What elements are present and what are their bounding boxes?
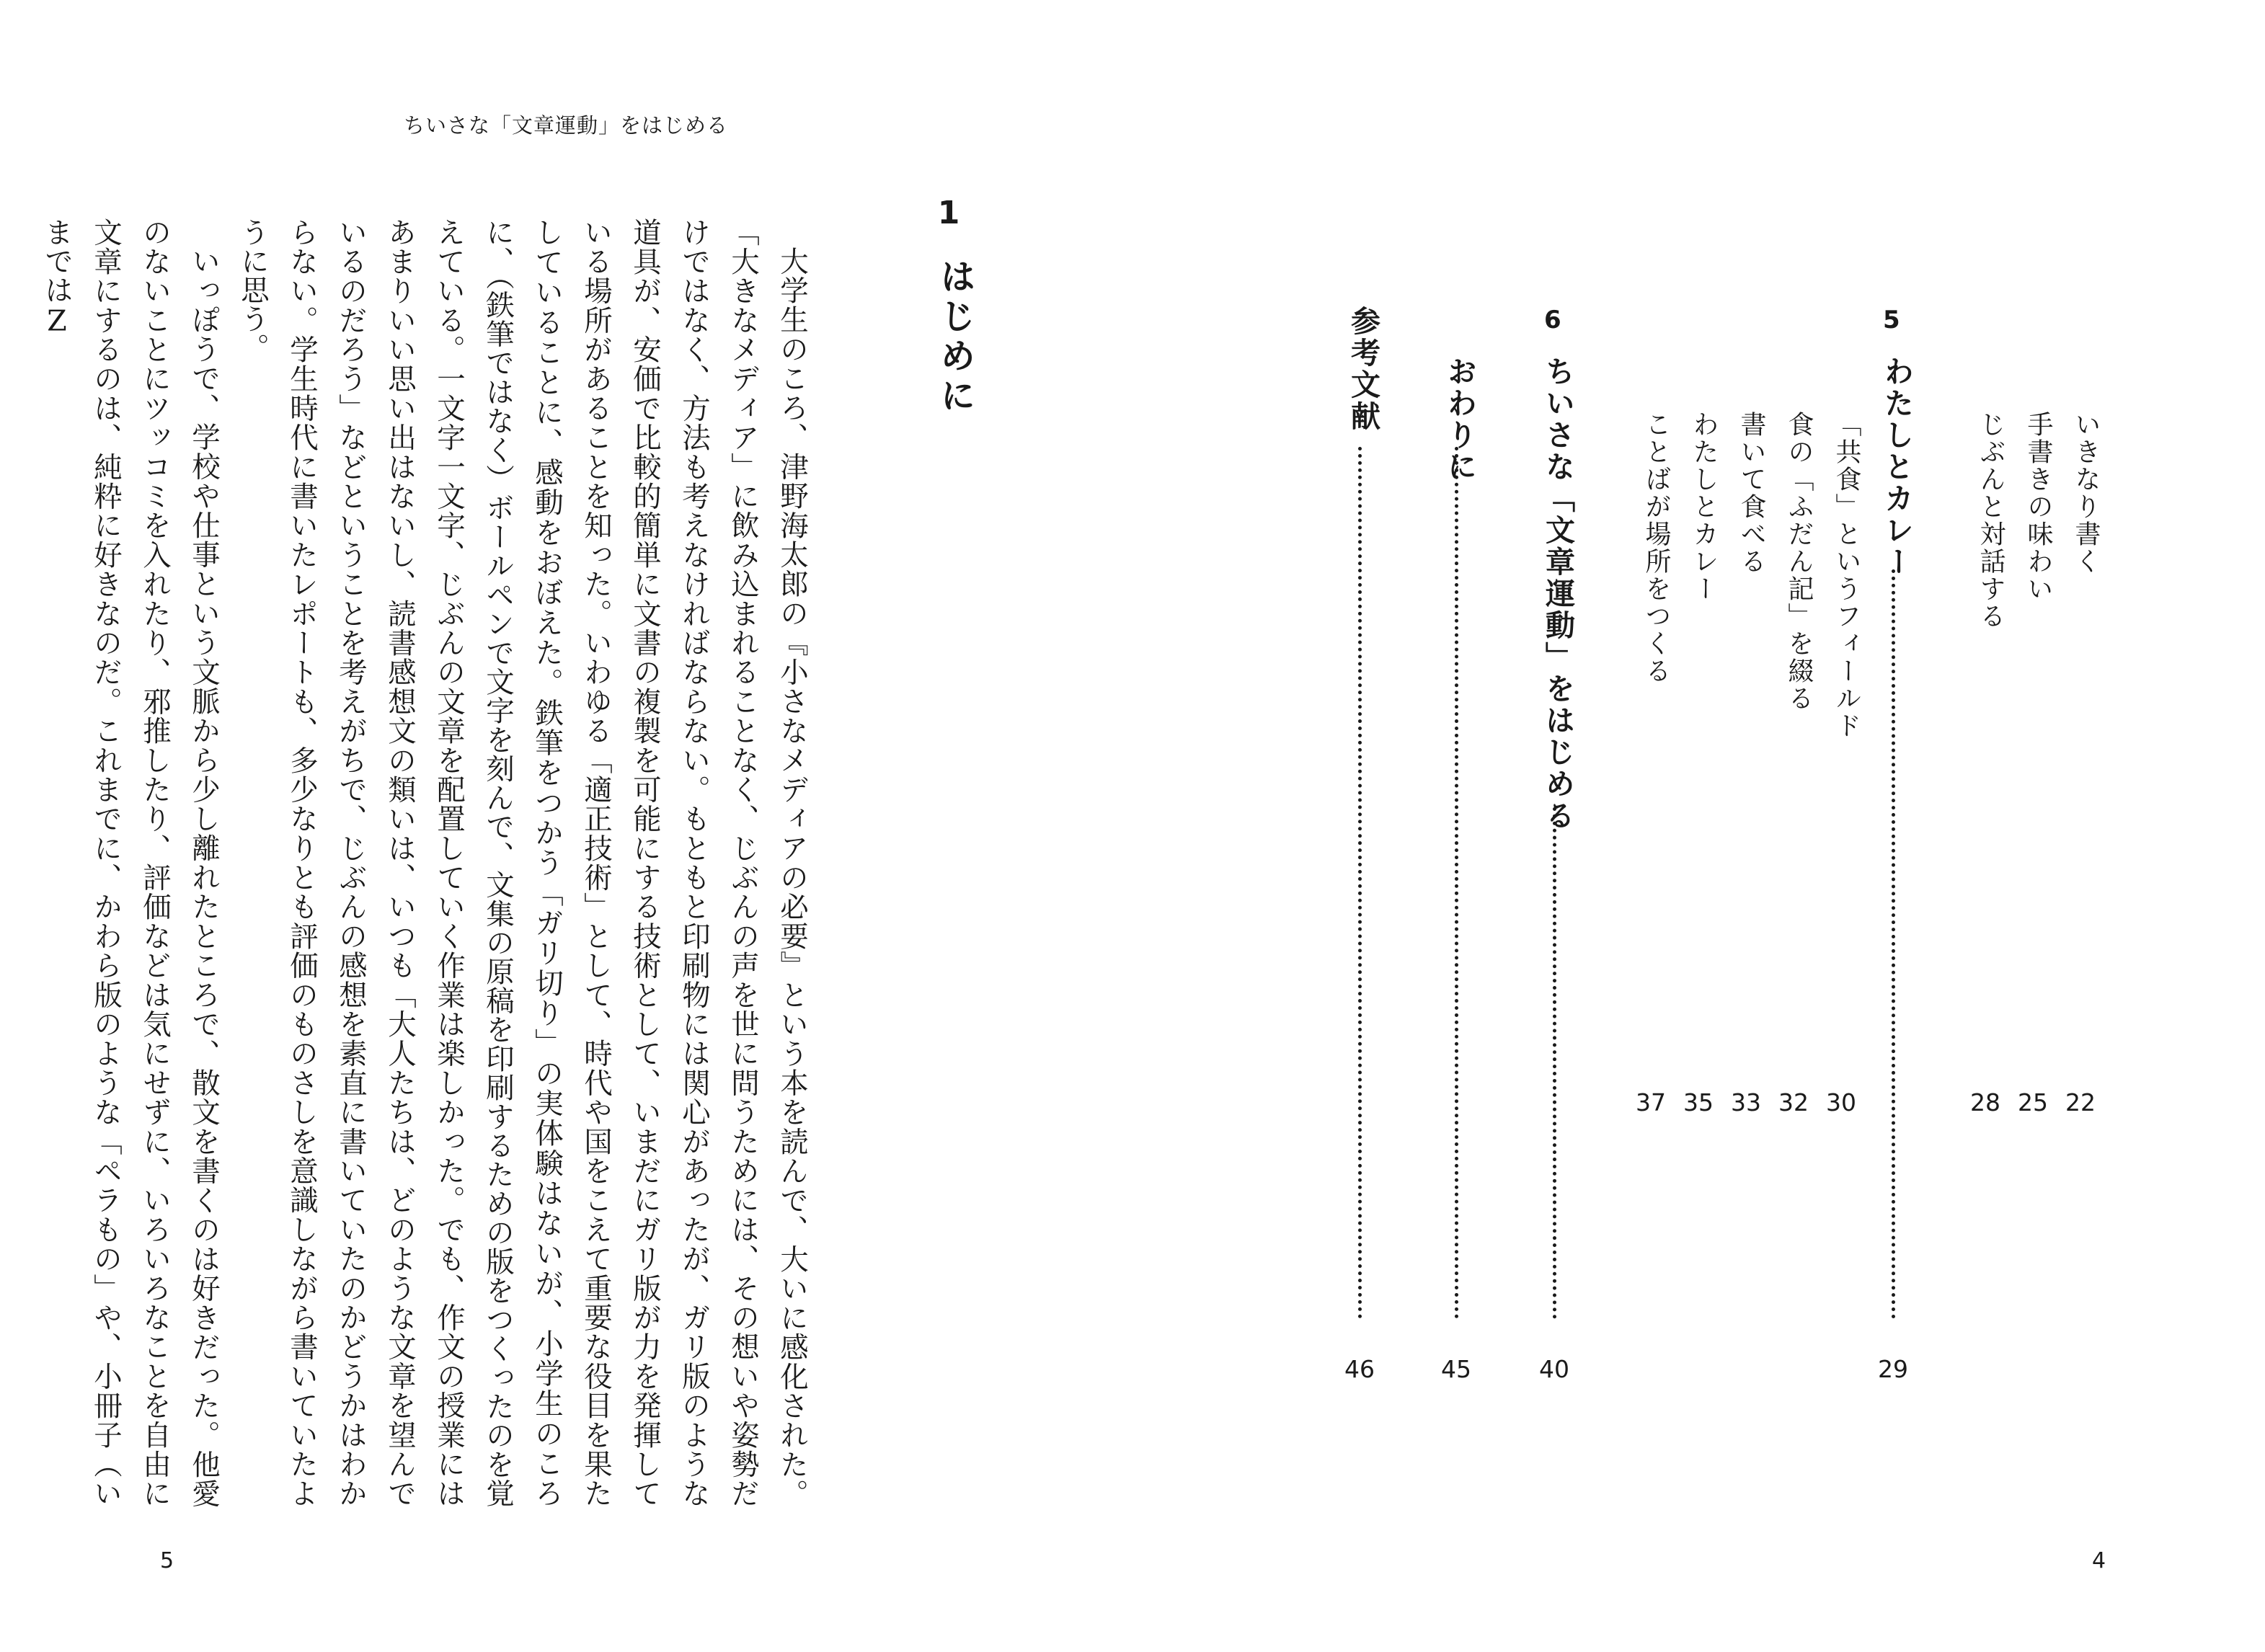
- chapter-title: はじめに: [935, 258, 976, 417]
- page-number-right: 4: [2092, 1548, 2106, 1573]
- toc-page-number: 28: [1970, 1088, 2000, 1116]
- toc-page-number: 30: [1826, 1088, 1856, 1116]
- dot-leader: [1455, 447, 1458, 1319]
- dot-leader: [1892, 569, 1895, 1319]
- toc-page-number: 35: [1683, 1088, 1714, 1116]
- toc-references-title: 参考文献: [1346, 306, 1380, 432]
- toc-chapter-number: 5: [1883, 306, 1900, 334]
- toc-page-number: 33: [1731, 1088, 1761, 1116]
- running-head: ちいさな「文章運動」をはじめる: [404, 113, 729, 138]
- toc-page-number: 45: [1441, 1355, 1471, 1383]
- paragraph: 大学生のころ、津野海太郎の『小さなメディアの必要』という本を読んで、大いに感化された。「大きなメディア」に飲み込まれることなく、じぶんの声を世に問うためには、その想いや姿勢だけではなく、方法も考えなければならない。もともと印刷物には関心があったが、ガリ版のような道具が、安価で比較的簡単に文書の複製を可能にする技術として、いまだにガリ版が力を発揮している場所があることを知った。いわゆる「適正技術」として、時代や国をこえて重要な役目を果たしていることに、感動をおぼえた。鉄筆をつかう「ガリ切り」の実体験はないが、小学生のころに、（鉄筆ではなく）ボールペンで文字を刻んで、文集の原稿を印刷するための版をつくったのを覚えている。一文字一文字、じぶんの文章を配置していく作業は楽しかった。でも、作文の授業にはあまりいい思い出はないし、読書感想文の類いは、いつも「大人たちは、どのような文章を望んでいるのだろう」などということを考えがちで、じぶんの感想を素直に書いていたのかどうかはわからない。学生時代に書いたレポートも、多少なりとも評価のものさしを意識しながら書いていたように思う。: [236, 218, 809, 1508]
- toc-chapter-number: 6: [1544, 306, 1561, 334]
- body-text: [0, 218, 817, 1508]
- right-page: [1132, 0, 2265, 1652]
- toc-item: じぶんと対話する: [1976, 411, 2005, 630]
- toc-page-number: 22: [2065, 1088, 2096, 1116]
- page-number-left: 5: [160, 1548, 174, 1573]
- toc-page-number: 25: [2018, 1088, 2048, 1116]
- toc-item: いきなり書く: [2071, 411, 2101, 575]
- dot-leader: [1358, 447, 1362, 1319]
- toc-page-number: 29: [1878, 1355, 1908, 1383]
- dot-leader: [1553, 807, 1556, 1319]
- toc-item: 「共食」というフィールド: [1832, 411, 1861, 740]
- toc-page-number: 37: [1636, 1088, 1666, 1116]
- toc-page-number: 40: [1539, 1355, 1569, 1383]
- toc-item: わたしとカレー: [1689, 411, 1719, 603]
- toc-item: 手書きの味わい: [2024, 411, 2053, 603]
- toc-afterword-title: おわりに: [1442, 356, 1477, 483]
- toc-chapter-title: ちいさな「文章運動」をはじめる: [1541, 356, 1575, 832]
- paragraph: いっぽうで、学校や仕事という文脈から少し離れたところで、散文を書くのは好きだった。他愛のないことにツッコミを入れたり、邪推したり、評価などは気にせずに、いろいろなことを自由に文章にするのは、純粋に好きなのだ。これまでに、かわら版のような「ペラもの」や、小冊子（いまではZ: [40, 218, 221, 1508]
- toc-page-number: 32: [1778, 1088, 1809, 1116]
- toc-chapter-title: わたしとカレー: [1879, 356, 1914, 578]
- toc-item: 書いて食べる: [1737, 411, 1766, 575]
- left-page: [0, 0, 1132, 1652]
- toc-page-number: 46: [1344, 1355, 1375, 1383]
- toc-item: ことばが場所をつくる: [1641, 411, 1671, 685]
- toc-item: 食の「ふだん記」を綴る: [1784, 411, 1814, 712]
- chapter-number: 1: [937, 195, 960, 231]
